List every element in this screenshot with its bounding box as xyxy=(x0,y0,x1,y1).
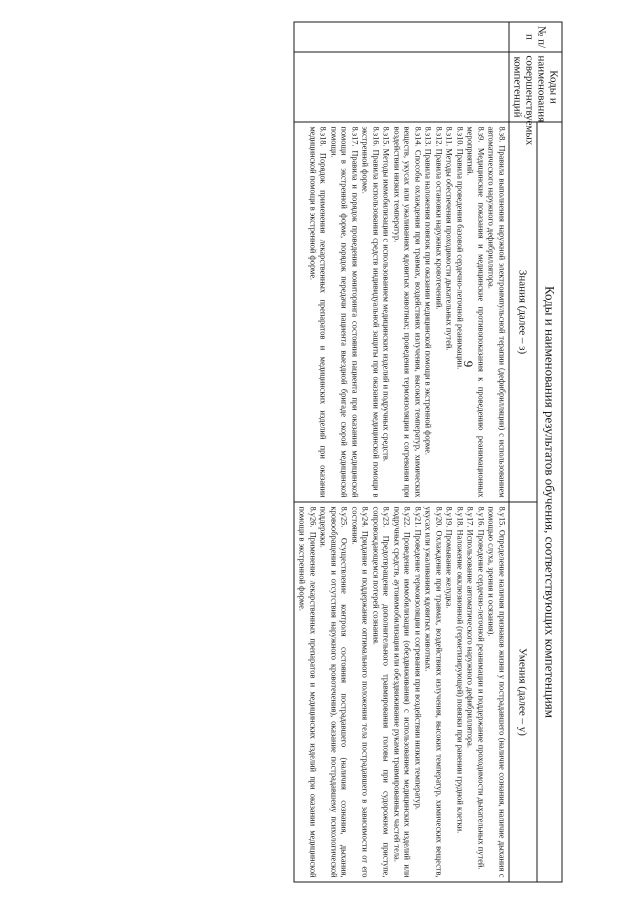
knowledge-cell xyxy=(294,122,509,502)
column-header-competency-codes: Коды и наименования совершенствуемых компетенций xyxy=(509,52,562,122)
skill-item: 8.у19. Промывание желудка. xyxy=(445,506,454,609)
competency-table xyxy=(294,22,563,883)
page-number: 9 xyxy=(461,360,476,368)
competency-codes-cell xyxy=(294,52,509,122)
skill-item: 8.у18. Наложение окклюзионной (герметизирующей) повязки при ранении грудной клетки. xyxy=(455,506,465,834)
table-subheader-row xyxy=(509,22,537,882)
table-header-row xyxy=(537,22,562,882)
skill-item: 8.у25. Осуществление контроля состояния пострадавшего (наличия сознания, дыхания, кровообращения и отсутствия наружного кровотечения), оказание пострадавшему психологической поддержки. xyxy=(319,506,349,878)
skill-item: 8.у17. Использование автоматического наружного дефибриллятора. xyxy=(466,506,475,748)
skills-cell xyxy=(294,502,509,882)
knowledge-item: 8.з18. Порядок применения лекарственных препаратов и медицинских изделий при оказании медицинской помощи в экстренной форме. xyxy=(308,126,328,498)
knowledge-item: 8.з8. Правила выполнения наружной электроимпульсной терапии (дефибрилляции) с использованием автоматического наружного дефибриллятора. xyxy=(487,126,507,498)
skill-item: 8.у20. Охлаждение при травмах, воздействиях излучения, высоких температур, химических веществ, укусах или ужаливаниях ядовитых животных. xyxy=(424,506,444,878)
knowledge-item: 8.з9. Медицинские показания и медицинские противопоказания к проведению реанимационных мероприятий. xyxy=(466,126,486,498)
competency-table-sheet xyxy=(118,22,563,882)
skill-item: 8.у15. Определение наличия признаков жизни у пострадавшего (наличие сознания, наличие дыхания с помощью слуха, зрения и осязания). xyxy=(487,506,507,878)
column-header-knowledge: Знания (далее – з) xyxy=(509,122,537,502)
skill-item: 8.у24. Придание и поддержание оптимального положения тела пострадавшего в зависимости от его состояния. xyxy=(350,506,370,878)
number-cell xyxy=(294,22,509,52)
knowledge-item: 8.з11. Методы обеспечения проходимости дыхательных путей. xyxy=(445,126,454,351)
skill-item: 8.у26. Применение лекарственных препаратов и медицинских изделий при оказании медицинской помощи в экстренной форме. xyxy=(298,506,318,878)
column-header-skills: Умения (далее – у) xyxy=(509,502,537,882)
skill-item: 8.у16. Проведение сердечно-легочной реанимации и поддержание проходимости дыхательных путей. xyxy=(476,506,486,870)
knowledge-item: 8.з17. Правила и порядок проведения мониторинга состояния пациента при оказании медицинской помощи в экстренной форме, порядок передачи пациента выездной бригаде скорой медицинской помощи. xyxy=(329,126,360,498)
column-header-number: № п/п xyxy=(509,22,562,52)
table-row xyxy=(294,22,509,882)
knowledge-item: 8.з10. Правила проведения базовой сердечно-легочной реанимации. xyxy=(455,126,465,370)
knowledge-item: 8.з14. Способы охлаждения при травмах, воздействиях излучения, высоких температур, химических веществ, укусах или ужаливаниях ядовитых животных; проведения термоизоляции и согревания при воздействии низких температур. xyxy=(392,126,423,498)
knowledge-item: 8.з16. Правила использования средств индивидуальной защиты при оказании медицинской помощи в экстренной форме. xyxy=(361,126,381,498)
skill-item: 8.у21. Проведение термоизоляции и согревания при воздействии низких температур. xyxy=(413,506,423,810)
skill-item: 8.у23. Предотвращение дополнительного травмирования головы при судорожном приступе, сопровождающемся потерей сознания. xyxy=(371,506,391,878)
column-header-results: Коды и наименования результатов обучения, соответствующих компетенциям xyxy=(537,122,562,882)
skill-item: 8.у22. Проведение иммобилизации (обездвиживания) с использованием медицинских изделий или подручных средств, аутоиммобилизация или обездвиживание руками травмированных частей тела. xyxy=(392,506,412,878)
knowledge-item: 8.з15. Методы иммобилизации с использованием медицинских изделий и подручных средств. xyxy=(382,126,391,462)
knowledge-item: 8.з13. Правила наложения повязок при оказании медицинской помощи в экстренной форме. xyxy=(424,126,433,456)
knowledge-item: 8.з12. Правила остановки наружных кровотечений. xyxy=(434,126,444,310)
